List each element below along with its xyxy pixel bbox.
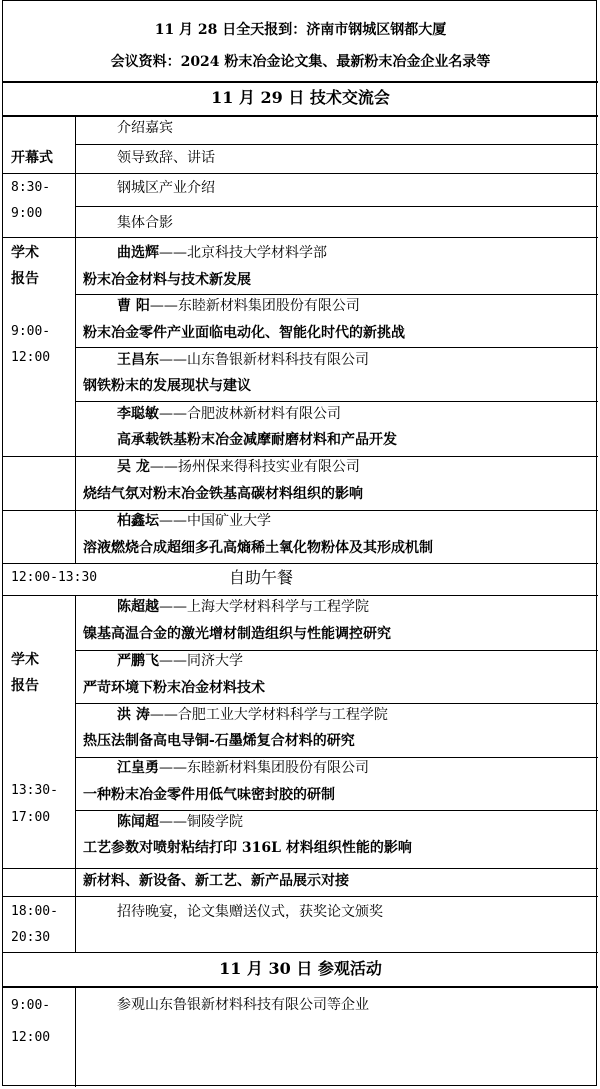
- talk-speaker: 洪 涛: [117, 707, 150, 723]
- talk-speaker-line: [117, 351, 369, 369]
- day30-header: 11 月 30 日 参观活动: [219, 959, 382, 978]
- column-divider: [75, 986, 76, 1087]
- lunch-time: 12:00-13:30: [11, 570, 98, 585]
- afternoon-time-start: 13:30-: [11, 783, 58, 798]
- talk-title: 烧结气氛对粉末冶金铁基高碳材料组织的影响: [83, 486, 363, 502]
- talk-org: ——山东鲁银新材料科技有限公司: [159, 352, 369, 368]
- row-divider: [3, 595, 598, 596]
- talk-speaker-line: [117, 405, 341, 423]
- opening-item: 钢城区产业介绍: [117, 180, 215, 196]
- day30-time-start: 9:00-: [11, 998, 51, 1013]
- talk-speaker-line: [117, 297, 360, 315]
- talk-speaker: 柏鑫坛: [117, 513, 159, 529]
- row-divider: [75, 294, 598, 295]
- morning-label: 学术: [11, 245, 39, 261]
- talk-org: ——合肥工业大学材料科学与工程学院: [149, 707, 388, 723]
- materials-line: 会议资料：2024 粉末冶金论文集、最新粉末冶金企业名录等: [110, 54, 491, 70]
- talk-org: ——中国矿业大学: [159, 513, 271, 529]
- talk-org: ——东睦新材料集团股份有限公司: [159, 760, 369, 776]
- morning-label: 报告: [11, 271, 39, 287]
- row-divider: [75, 703, 598, 704]
- talk-org: ——合肥波林新材料有限公司: [159, 406, 341, 422]
- talk-speaker: 陈闻超: [117, 814, 159, 830]
- opening-label: 开幕式: [11, 150, 53, 166]
- afternoon-label: 报告: [11, 678, 39, 694]
- talk-title: 一种粉末冶金零件用低气味密封胶的研制: [83, 787, 335, 803]
- talk-speaker: 吴 龙: [117, 459, 150, 475]
- evening-time-start: 18:00-: [11, 904, 58, 919]
- day29-header: 11 月 29 日 技术交流会: [211, 88, 390, 107]
- row-divider: [3, 896, 598, 897]
- row-divider: [3, 456, 598, 457]
- row-divider: [75, 206, 598, 207]
- registration-line: 11 月 28 日全天报到：济南市钢城区钢都大厦: [154, 22, 447, 38]
- talk-speaker: 严鹏飞: [117, 653, 159, 669]
- row-divider: [3, 510, 598, 511]
- day30-time-end: 12:00: [11, 1030, 51, 1045]
- talk-speaker: 李聪敏: [117, 406, 159, 422]
- lunch-label: 自助午餐: [229, 568, 294, 587]
- row-divider: [75, 144, 598, 145]
- schedule-table: [2, 0, 597, 1086]
- talk-speaker: 陈超越: [117, 599, 159, 615]
- row-divider: [3, 986, 598, 988]
- talk-speaker: 曹 阳: [117, 298, 150, 314]
- evening-text: 招待晚宴，论文集赠送仪式，获奖论文颁奖: [117, 904, 383, 920]
- talk-speaker-line: [117, 652, 243, 670]
- talk-speaker: 曲选辉: [117, 245, 159, 261]
- opening-time-end: 9:00: [11, 206, 43, 221]
- afternoon-time-end: 17:00: [11, 810, 51, 825]
- opening-item: 介绍嘉宾: [117, 120, 173, 136]
- talk-org: ——上海大学材料科学与工程学院: [159, 599, 369, 615]
- talk-speaker-line: [117, 244, 327, 262]
- talk-title: 镍基高温合金的激光增材制造组织与性能调控研究: [83, 626, 391, 642]
- talk-speaker-line: [117, 512, 271, 530]
- row-divider: [75, 757, 598, 758]
- talk-speaker-line: [117, 598, 369, 616]
- column-divider: [75, 595, 76, 952]
- talk-title: 工艺参数对喷射粘结打印 316L 材料组织性能的影响: [83, 840, 412, 856]
- talk-title: 溶液燃烧合成超细多孔高熵稀土氧化物粉体及其形成机制: [83, 540, 433, 556]
- row-divider: [3, 563, 598, 564]
- showcase-text: 新材料、新设备、新工艺、新产品展示对接: [83, 873, 349, 889]
- opening-item: 领导致辞、讲话: [117, 150, 215, 166]
- talk-title: 粉末冶金材料与技术新发展: [83, 272, 251, 288]
- talk-title: 粉末冶金零件产业面临电动化、智能化时代的新挑战: [83, 325, 405, 341]
- talk-title: 钢铁粉末的发展现状与建议: [83, 378, 251, 394]
- row-divider: [75, 650, 598, 651]
- talk-org: ——北京科技大学材料学部: [159, 245, 327, 261]
- morning-time-end: 12:00: [11, 350, 51, 365]
- row-divider: [75, 347, 598, 348]
- talk-org: ——扬州保来得科技实业有限公司: [149, 459, 360, 475]
- row-divider: [3, 237, 598, 238]
- talk-org: ——东睦新材料集团股份有限公司: [149, 298, 360, 314]
- talk-speaker-line: [117, 759, 369, 777]
- row-divider: [75, 401, 598, 402]
- column-divider: [75, 115, 76, 563]
- row-divider: [3, 115, 598, 117]
- row-divider: [3, 952, 598, 953]
- afternoon-label: 学术: [11, 652, 39, 668]
- talk-speaker-line: [117, 813, 243, 831]
- talk-speaker: 江皇勇: [117, 760, 159, 776]
- talk-speaker-line: [117, 706, 388, 724]
- talk-speaker: 王昌东: [117, 352, 159, 368]
- talk-org: ——同济大学: [159, 653, 243, 669]
- day30-text: 参观山东鲁银新材料科技有限公司等企业: [117, 997, 369, 1013]
- talk-speaker-line: [117, 458, 360, 476]
- talk-title: 热压法制备高电导铜-石墨烯复合材料的研究: [83, 733, 355, 749]
- talk-title: 严苛环境下粉末冶金材料技术: [83, 680, 265, 696]
- talk-org: ——铜陵学院: [159, 814, 243, 830]
- opening-time-start: 8:30-: [11, 180, 51, 195]
- morning-time-start: 9:00-: [11, 324, 51, 339]
- row-divider: [75, 810, 598, 811]
- row-divider: [3, 868, 598, 869]
- talk-title: 高承载铁基粉末冶金减摩耐磨材料和产品开发: [117, 432, 397, 448]
- opening-item: 集体合影: [117, 215, 173, 231]
- row-divider: [3, 173, 598, 174]
- row-divider: [3, 81, 598, 83]
- evening-time-end: 20:30: [11, 930, 51, 945]
